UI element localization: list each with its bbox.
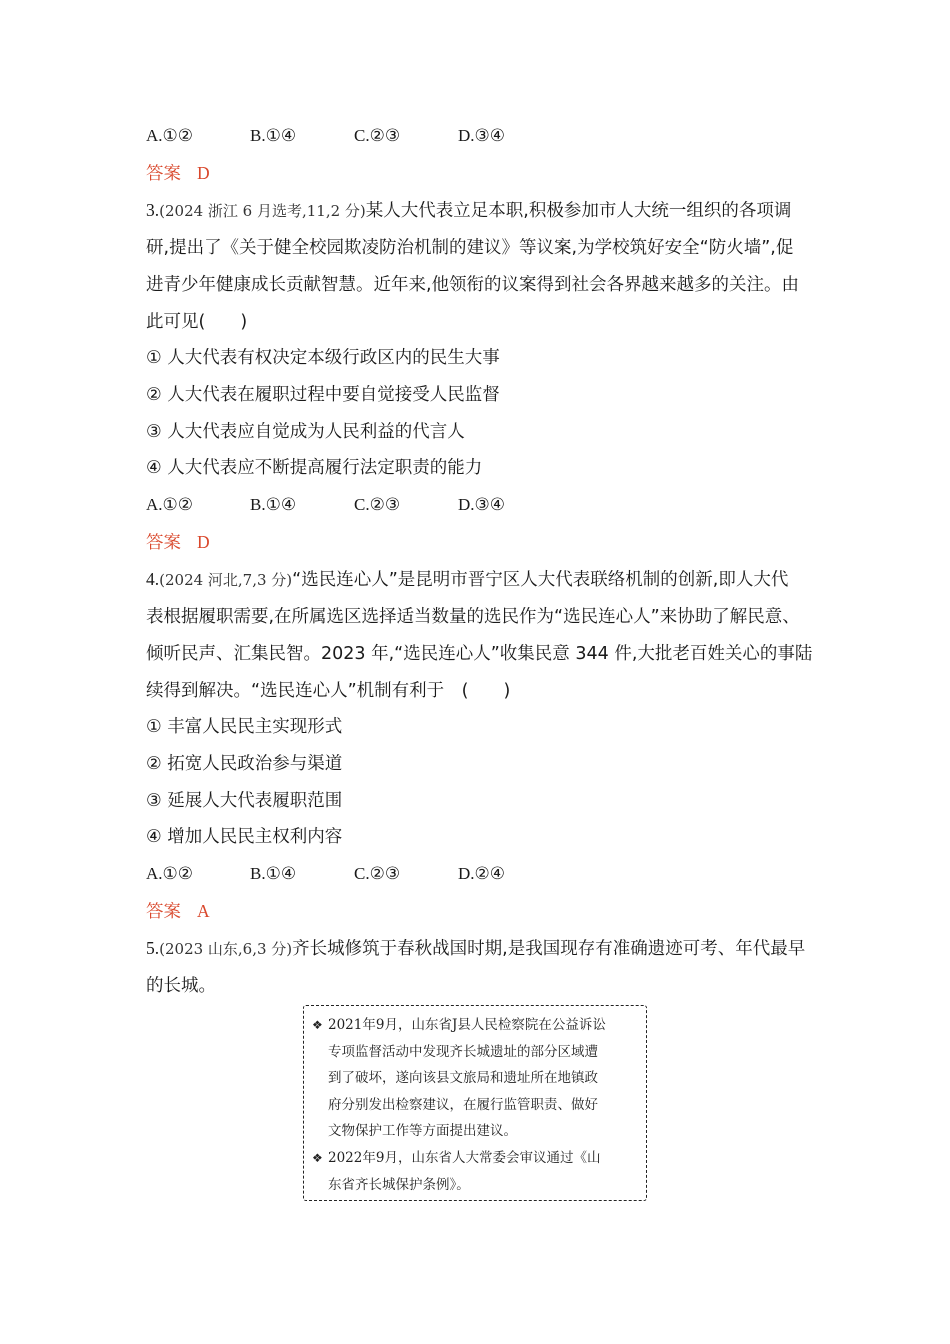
q3-stem-line-2: 研,提出了《关于健全校园欺凌防治机制的建议》等议案,为学校筑好安全“防火墙”,促 bbox=[146, 238, 794, 259]
material-item-2 bbox=[312, 1145, 640, 1198]
q4-statement-4: ④ 增加人民民主权利内容 bbox=[146, 827, 343, 848]
q3-answer bbox=[146, 524, 816, 562]
material-line: 专项监督活动中发现齐长城遗址的部分区域遭 bbox=[328, 1043, 598, 1060]
question-source: (2024 浙江 6 月选考,11,2 分) bbox=[159, 202, 366, 221]
q4-stem-line-2: 表根据履职需要,在所属选区选择适当数量的选民作为“选民连心人”来协助了解民意、 bbox=[146, 607, 800, 628]
q4-option-a: A.①② bbox=[146, 864, 194, 884]
answer-label: 答案 bbox=[146, 163, 181, 184]
q3-option-c: C.②③ bbox=[354, 495, 401, 515]
q3-statement-3: ③ 人大代表应自觉成为人民利益的代言人 bbox=[146, 421, 465, 442]
q4-stem-line-1 bbox=[146, 561, 816, 599]
question-number: 5. bbox=[146, 938, 160, 959]
question-number: 4. bbox=[146, 569, 160, 590]
answer-value: D bbox=[197, 531, 210, 552]
answer-value: D bbox=[197, 162, 210, 183]
q3-stem-line-4: 此可见( ) bbox=[146, 311, 248, 332]
q3-options bbox=[146, 487, 816, 524]
diamond-bullet-icon: ❖ bbox=[312, 1018, 323, 1032]
q2-answer bbox=[146, 155, 816, 193]
q5-stem-line-1 bbox=[146, 930, 816, 968]
answer-value: A bbox=[197, 900, 210, 921]
material-line: 东省齐长城保护条例》。 bbox=[328, 1176, 470, 1193]
q3-statement-2: ② 人大代表在履职过程中要自觉接受人民监督 bbox=[146, 384, 500, 405]
q3-statement-1: ① 人大代表有权决定本级行政区内的民生大事 bbox=[146, 348, 500, 369]
q2-option-a: A.①② bbox=[146, 126, 194, 145]
q3-option-d: D.③④ bbox=[458, 495, 506, 515]
q3-option-a: A.①② bbox=[146, 495, 194, 515]
material-item-1 bbox=[312, 1012, 640, 1145]
material-box bbox=[303, 1005, 647, 1201]
material-line: 文物保护工作等方面提出建议。 bbox=[328, 1123, 517, 1140]
q2-options bbox=[146, 118, 816, 155]
answer-label: 答案 bbox=[146, 532, 181, 553]
q4-statement-3: ③ 延展人大代表履职范围 bbox=[146, 790, 343, 811]
question-source: (2023 山东,6,3 分) bbox=[159, 940, 293, 959]
q4-options bbox=[146, 856, 816, 893]
material-line: 府分别发出检察建议，在履行监管职责、做好 bbox=[328, 1096, 598, 1113]
q4-option-c: C.②③ bbox=[354, 864, 401, 884]
q3-stem-line-3: 进青少年健康成长贡献智慧。近年来,他领衔的议案得到社会各界越来越多的关注。由 bbox=[146, 274, 800, 295]
q3-option-b: B.①④ bbox=[250, 495, 297, 515]
q2-option-c: C.②③ bbox=[354, 126, 401, 145]
q5-stem-line-2: 的长城。 bbox=[146, 976, 216, 997]
q4-answer bbox=[146, 893, 816, 931]
q4-statement-2: ② 拓宽人民政治参与渠道 bbox=[146, 753, 343, 774]
material-line: 到了破坏，遂向该县文旅局和遗址所在地镇政 bbox=[328, 1070, 598, 1087]
q4-option-b: B.①④ bbox=[250, 864, 297, 884]
q4-statement-1: ① 丰富人民民主实现形式 bbox=[146, 717, 343, 738]
q4-option-d: D.②④ bbox=[458, 864, 506, 884]
q3-stem-line-1 bbox=[146, 192, 816, 230]
question-source: (2024 河北,7,3 分) bbox=[159, 571, 293, 590]
q2-option-b: B.①④ bbox=[250, 126, 297, 145]
q3-statement-4: ④ 人大代表应不断提高履行法定职责的能力 bbox=[146, 458, 483, 479]
stem-text: 齐长城修筑于春秋战国时期,是我国现存有准确遗迹可考、年代最早 bbox=[292, 939, 806, 960]
q4-stem-line-3: 倾听民声、汇集民智。2023 年,“选民连心人”收集民意 344 件,大批老百姓关心的事陆 bbox=[146, 643, 813, 664]
question-number: 3. bbox=[146, 200, 160, 221]
stem-text: 某人大代表立足本职,积极参加市人大统一组织的各项调 bbox=[365, 201, 792, 222]
q4-stem-line-4: 续得到解决。“选民连心人”机制有利于 ( ) bbox=[146, 680, 511, 701]
answer-label: 答案 bbox=[146, 901, 181, 922]
stem-text: “选民连心人”是昆明市晋宁区人大代表联络机制的创新,即人大代 bbox=[292, 570, 789, 591]
q2-option-d: D.③④ bbox=[458, 126, 506, 145]
question-content bbox=[146, 118, 816, 1005]
diamond-bullet-icon: ❖ bbox=[312, 1150, 323, 1165]
material-line: 2021年9月，山东省J县人民检察院在公益诉讼 bbox=[328, 1017, 606, 1033]
material-line: 2022年9月，山东省人大常委会审议通过《山 bbox=[328, 1149, 601, 1166]
